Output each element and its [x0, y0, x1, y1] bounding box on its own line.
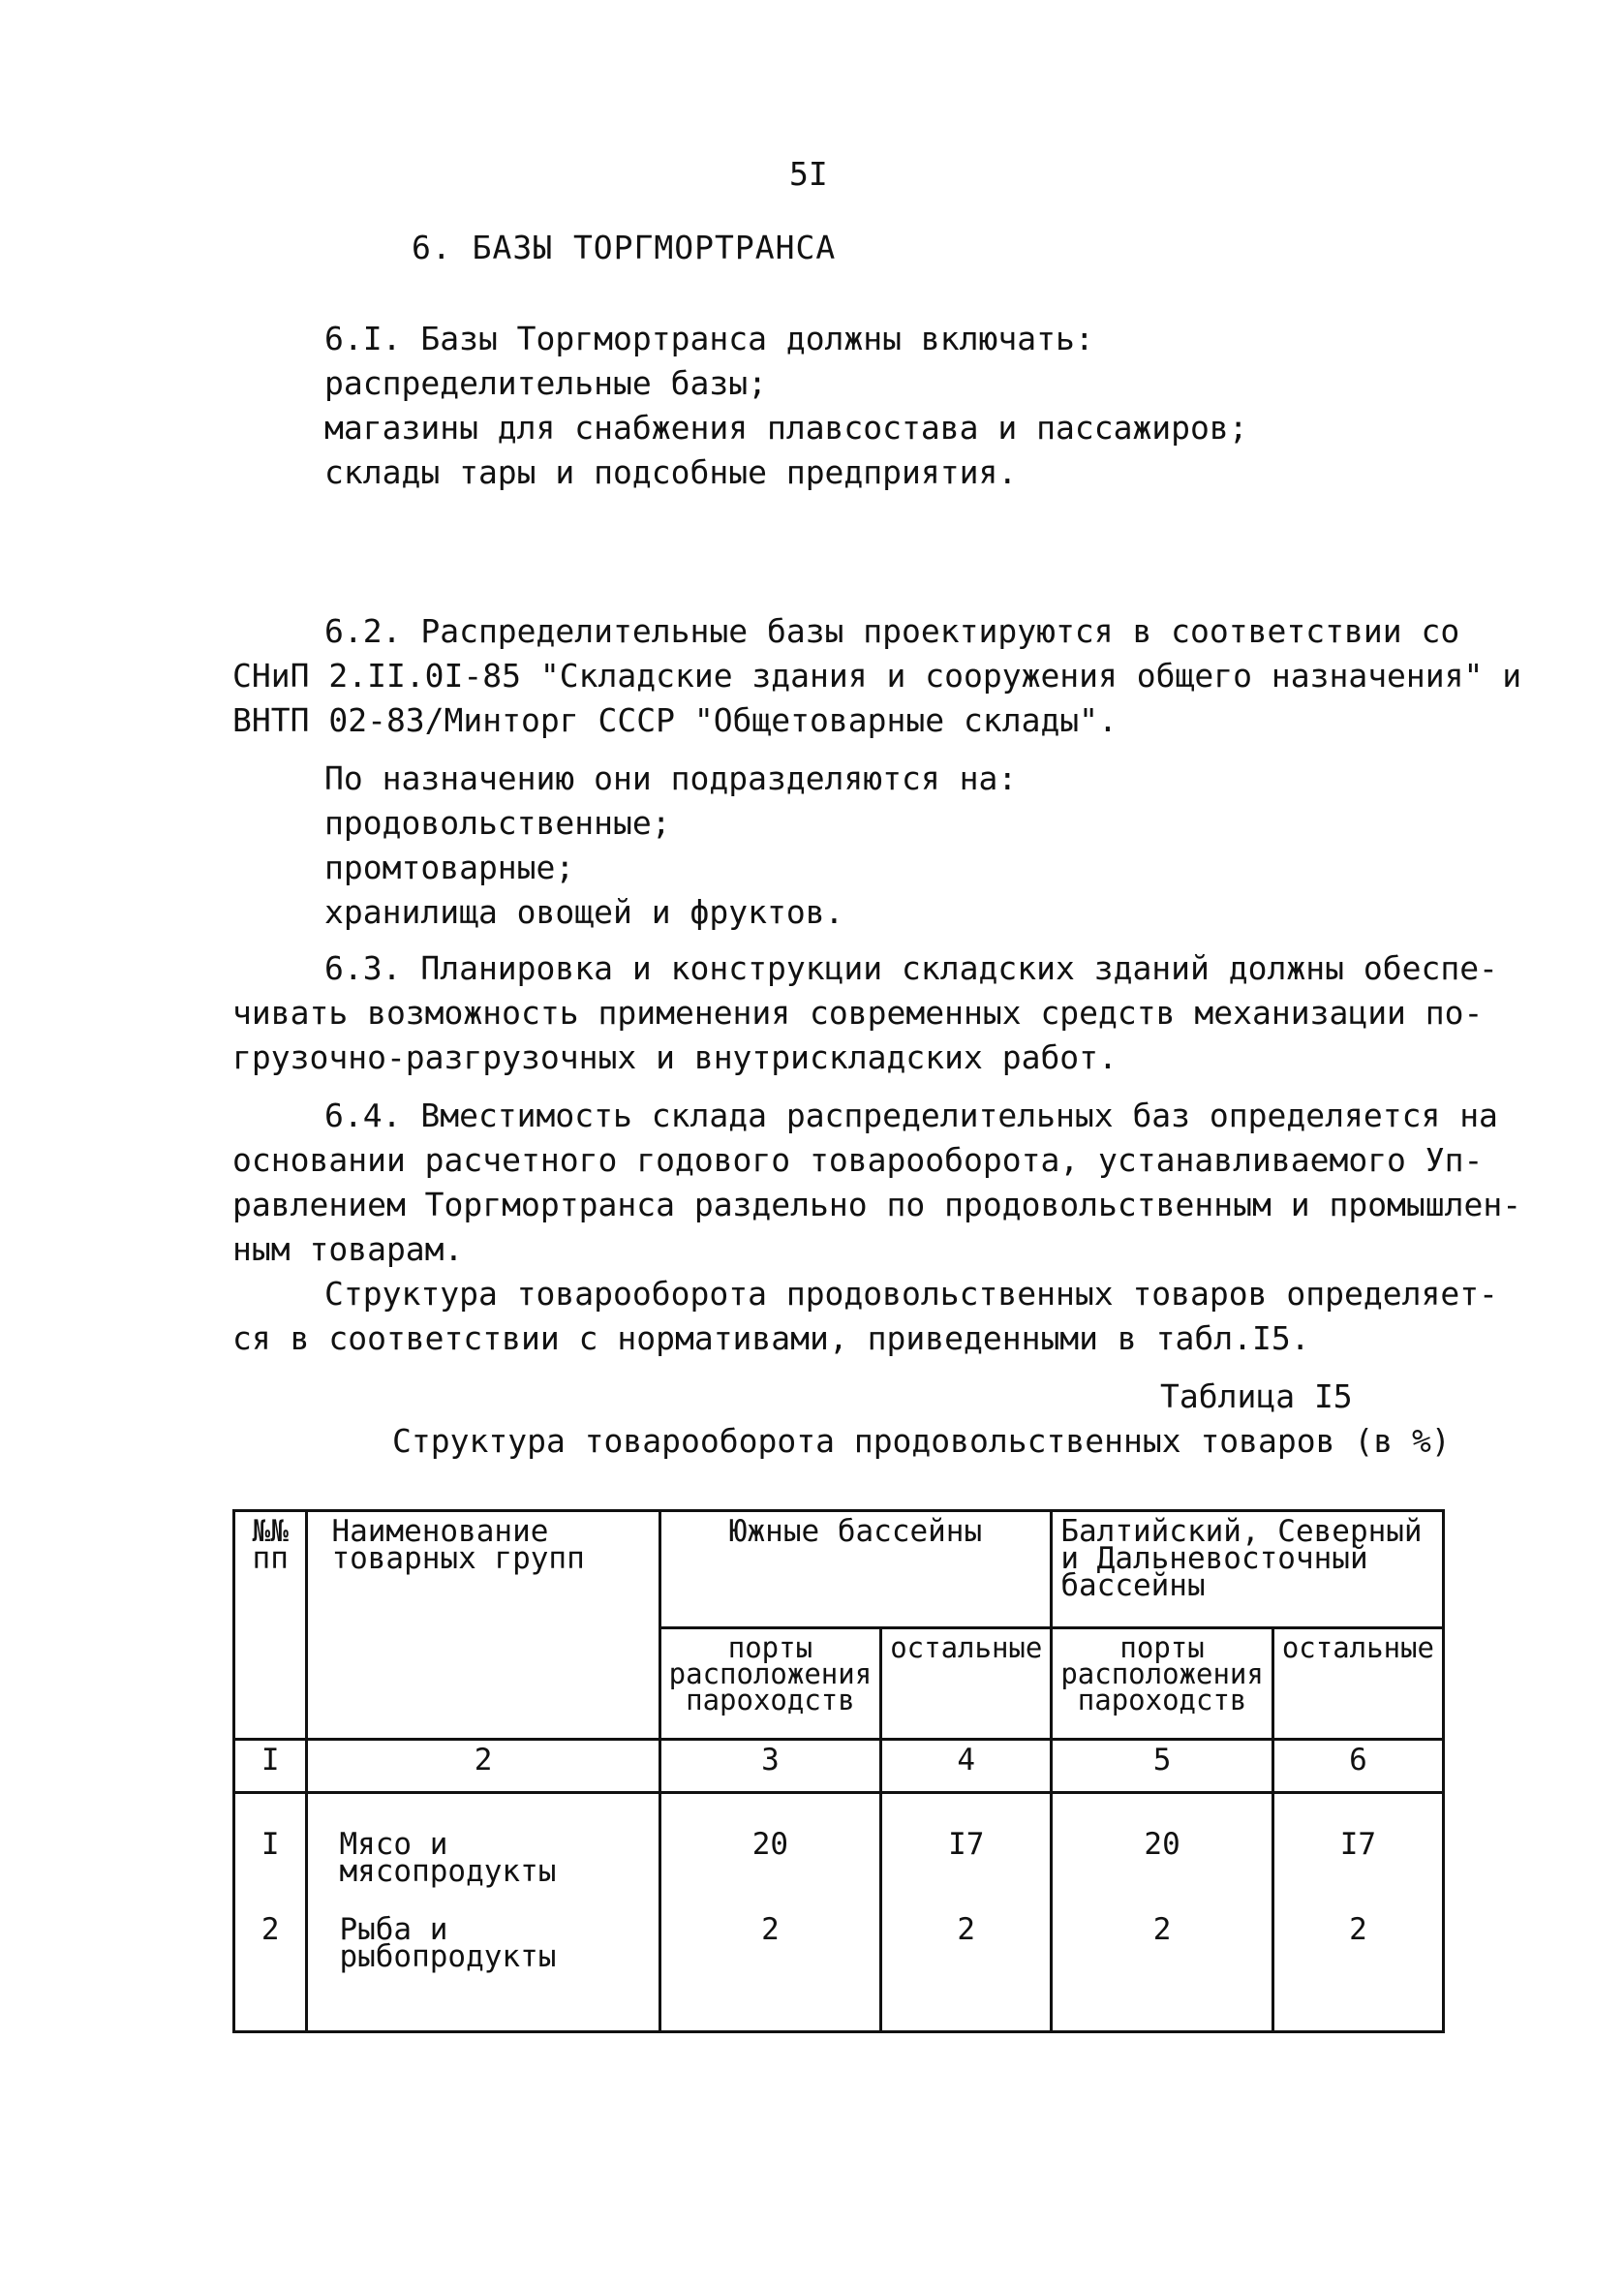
data-table: [232, 1509, 1445, 2033]
p62b-line: хранилища овощей и фруктов.: [324, 893, 844, 931]
cell-value: 2: [1052, 1891, 1273, 2032]
header-name: Наименование товарных групп: [307, 1511, 659, 1740]
row-num: 2: [234, 1891, 307, 2032]
col-num: 5: [1052, 1740, 1273, 1793]
table-label: Таблица I5: [1160, 1377, 1353, 1415]
p63-line: грузочно-разгрузочных и внутрискладских работ.: [232, 1038, 1118, 1076]
p63-line: 6.3. Планировка и конструкции складских зданий должны обеспе-: [324, 949, 1498, 987]
p62-line: 6.2. Распределительные базы проектируются в соответствии со: [324, 612, 1460, 650]
col-num: 2: [307, 1740, 659, 1793]
header-south: Южные бассейны: [659, 1511, 1052, 1628]
p62b-line: По назначению они подразделяются на:: [324, 759, 1018, 797]
page-number: 5I: [789, 155, 828, 193]
header-ports-south: порты расположения пароходств: [659, 1628, 881, 1740]
p61-line: склады тары и подсобные предприятия.: [324, 453, 1018, 491]
cell-value: 20: [659, 1793, 881, 1892]
p62b-line: промтоварные;: [324, 849, 575, 886]
p65-line: ся в соответствии с нормативами, приведенными в табл.I5.: [232, 1319, 1310, 1357]
header-other-baltic: остальные: [1272, 1628, 1443, 1740]
p61-line: магазины для снабжения плавсостава и пассажиров;: [324, 409, 1248, 447]
p64-line: ным товарам.: [232, 1230, 464, 1268]
header-num: №№ пп: [234, 1511, 307, 1740]
cell-value: I7: [1272, 1793, 1443, 1892]
col-num: 6: [1272, 1740, 1443, 1793]
p64-line: основании расчетного годового товарооборота, устанавливаемого Уп-: [232, 1141, 1484, 1179]
table-title: Структура товарооборота продовольственных товаров (в %): [392, 1422, 1451, 1460]
p65-line: Структура товарооборота продовольственных товаров определяет-: [324, 1275, 1498, 1313]
cell-value: I7: [881, 1793, 1052, 1892]
cell-value: 20: [1052, 1793, 1273, 1892]
header-other-south: остальные: [881, 1628, 1052, 1740]
col-num: I: [234, 1740, 307, 1793]
row-name: Рыба и рыбопродукты: [307, 1891, 659, 2032]
p62b-line: продовольственные;: [324, 804, 671, 842]
p61-line: распределительные базы;: [324, 364, 767, 402]
cell-value: 2: [881, 1891, 1052, 2032]
header-baltic: Балтийский, Северный и Дальневосточный бассейны: [1052, 1511, 1444, 1628]
table-row: [234, 1793, 1444, 1892]
cell-value: 2: [659, 1891, 881, 2032]
p64-line: равлением Торгмортранса раздельно по продовольственным и промышлен-: [232, 1186, 1522, 1223]
col-num: 4: [881, 1740, 1052, 1793]
p63-line: чивать возможность применения современных средств механизации по-: [232, 994, 1484, 1032]
p62-line: ВНТП 02-83/Минторг СССР "Общетоварные склады".: [232, 701, 1118, 739]
row-num: I: [234, 1793, 307, 1892]
p61-line: 6.I. Базы Торгмортранса должны включать:: [324, 320, 1094, 357]
cell-value: 2: [1272, 1891, 1443, 2032]
p62-line: СНиП 2.II.0I-85 "Складские здания и сооружения общего назначения" и: [232, 657, 1522, 695]
table-row: [234, 1891, 1444, 2032]
row-name: Мясо и мясопродукты: [307, 1793, 659, 1892]
p64-line: 6.4. Вместимость склада распределительных баз определяется на: [324, 1097, 1498, 1134]
col-num: 3: [659, 1740, 881, 1793]
header-ports-baltic: порты расположения пароходств: [1052, 1628, 1273, 1740]
section-title: 6. БАЗЫ ТОРГМОРТРАНСА: [412, 229, 837, 266]
